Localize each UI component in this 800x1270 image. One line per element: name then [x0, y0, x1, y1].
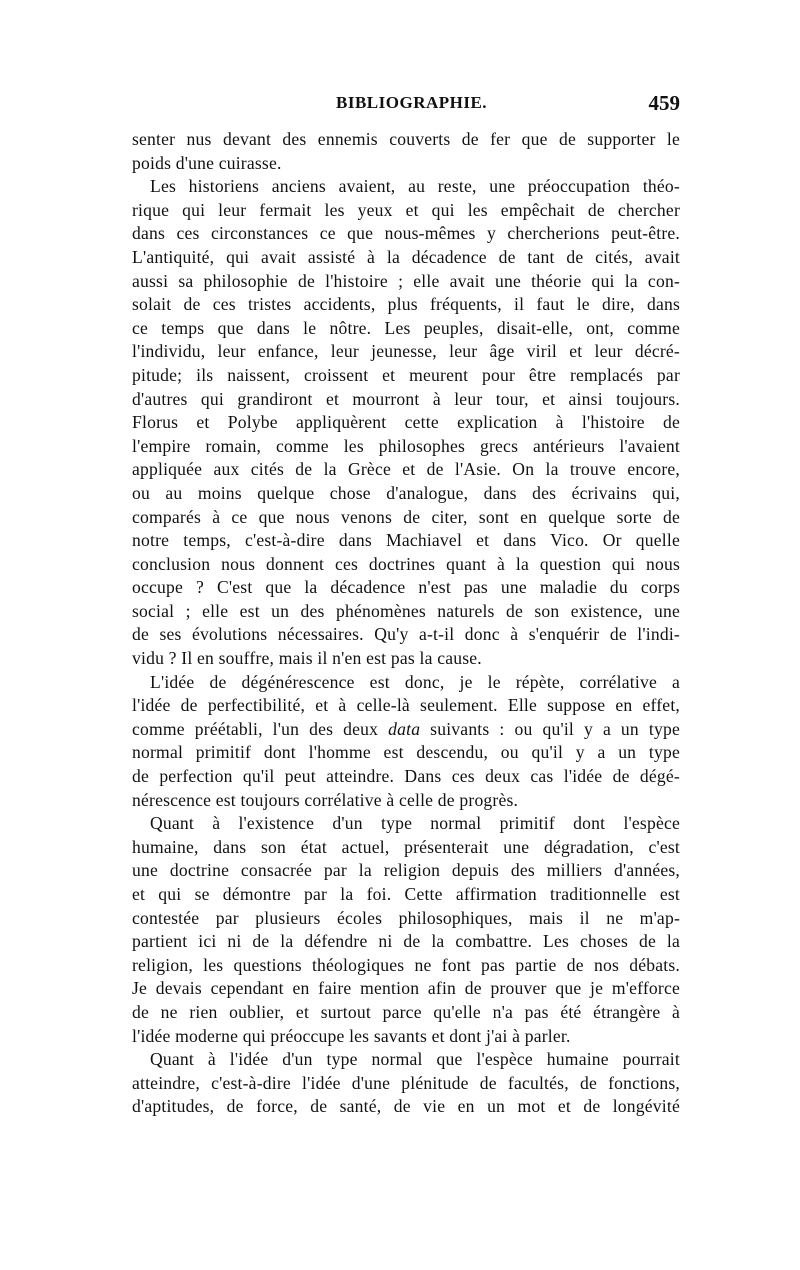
- text-line: normal primitif dont l'homme est descendu, ou qu'il y a un type: [132, 742, 680, 763]
- text-line: Florus et Polybe appliquèrent cette explication à l'histoire de: [132, 412, 680, 433]
- text-line: conclusion nous donnent ces doctrines quant à la question qui nous: [132, 553, 680, 574]
- text-line: pitude; ils naissent, croissent et meurent pour être remplacés par: [132, 364, 680, 385]
- text-line: solait de ces tristes accidents, plus fréquents, il faut le dire, dans: [132, 294, 680, 315]
- text-line: appliquée aux cités de la Grèce et de l'Asie. On la trouve encore,: [132, 459, 680, 480]
- text-line: partient ici ni de la défendre ni de la combattre. Les choses de la: [132, 931, 680, 952]
- text-line: Quant à l'idée d'un type normal que l'espèce humaine pourrait: [150, 1049, 680, 1070]
- text-line: et qui se démontre par la foi. Cette affirmation traditionnelle est: [132, 884, 680, 904]
- text-line: social ; elle est un des phénomènes naturels de son existence, une: [132, 600, 680, 621]
- text-line: comme préétabli, l'un des deux data suivants : ou qu'il y a un type: [132, 718, 680, 739]
- running-head: [132, 93, 680, 121]
- text-line: rique qui leur fermait les yeux et qui les empêchait de chercher: [132, 199, 680, 220]
- text-line: occupe ? C'est que la décadence n'est pas une maladie du corps: [132, 577, 680, 598]
- text-line: notre temps, c'est-à-dire dans Machiavel et dans Vico. Or quelle: [132, 530, 680, 551]
- text-line: Je devais cependant en faire mention afin de prouver que je m'efforce: [132, 978, 680, 999]
- text-line: l'individu, leur enfance, leur jeunesse, leur âge viril et leur décré-: [132, 341, 680, 362]
- text-line: senter nus devant des ennemis couverts de fer que de supporter le: [132, 129, 680, 149]
- text-line: une doctrine consacrée par la religion depuis des milliers d'années,: [132, 860, 680, 881]
- text-line: l'idée de perfectibilité, et à celle-là seulement. Elle suppose en effet,: [132, 695, 680, 716]
- text-line: nérescence est toujours corrélative à celle de progrès.: [132, 789, 519, 810]
- text-line: de ses évolutions nécessaires. Qu'y a-t-il donc à s'enquérir de l'indi-: [132, 624, 680, 645]
- text-line: Quant à l'existence d'un type normal primitif dont l'espèce: [150, 813, 680, 834]
- text-line: comparés à ce que nous venons de citer, sont en quelque sorte de: [132, 506, 680, 527]
- text-line: dans ces circonstances ce que nous-mêmes y chercherions peut-être.: [132, 223, 680, 244]
- body-text: [132, 128, 680, 1119]
- text-line: d'aptitudes, de force, de santé, de vie en un mot et de longévité: [132, 1096, 680, 1117]
- text-line: humaine, dans son état actuel, présenterait une dégradation, c'est: [132, 836, 680, 857]
- text-line: poids d'une cuirasse.: [132, 152, 282, 173]
- running-title: BIBLIOGRAPHIE.: [336, 93, 488, 112]
- text-line: vidu ? Il en souffre, mais il n'en est pas la cause.: [132, 648, 482, 669]
- page-number: 459: [648, 91, 680, 115]
- text-line: aussi sa philosophie de l'histoire ; elle avait une théorie qui la con-: [132, 270, 680, 291]
- text-line: L'idée de dégénérescence est donc, je le répète, corrélative a: [150, 671, 680, 692]
- text-line: Les historiens anciens avaient, au reste, une préoccupation théo-: [150, 176, 680, 197]
- text-line: ce temps que dans le nôtre. Les peuples, disait-elle, ont, comme: [132, 317, 680, 338]
- text-line: d'autres qui grandiront et mourront à leur tour, et ainsi toujours.: [132, 388, 680, 409]
- text-line: l'idée moderne qui préoccupe les savants et dont j'ai à parler.: [132, 1025, 571, 1046]
- text-line: l'empire romain, comme les philosophes grecs antérieurs l'avaient: [132, 435, 680, 456]
- text-line: L'antiquité, qui avait assisté à la décadence de tant de cités, avait: [132, 246, 680, 267]
- text-line: ou au moins quelque chose d'analogue, dans des écrivains qui,: [132, 482, 680, 503]
- text-line: religion, les questions théologiques ne font pas partie de nos débats.: [132, 954, 680, 975]
- text-line: de ne rien oublier, et surtout parce qu'elle n'a pas été étrangère à: [132, 1001, 680, 1022]
- text-line: atteindre, c'est-à-dire l'idée d'une plénitude de facultés, de fonctions,: [132, 1072, 680, 1093]
- text-line: contestée par plusieurs écoles philosophiques, mais il ne m'ap-: [132, 907, 680, 928]
- text-line: de perfection qu'il peut atteindre. Dans ces deux cas l'idée de dégé-: [132, 766, 680, 787]
